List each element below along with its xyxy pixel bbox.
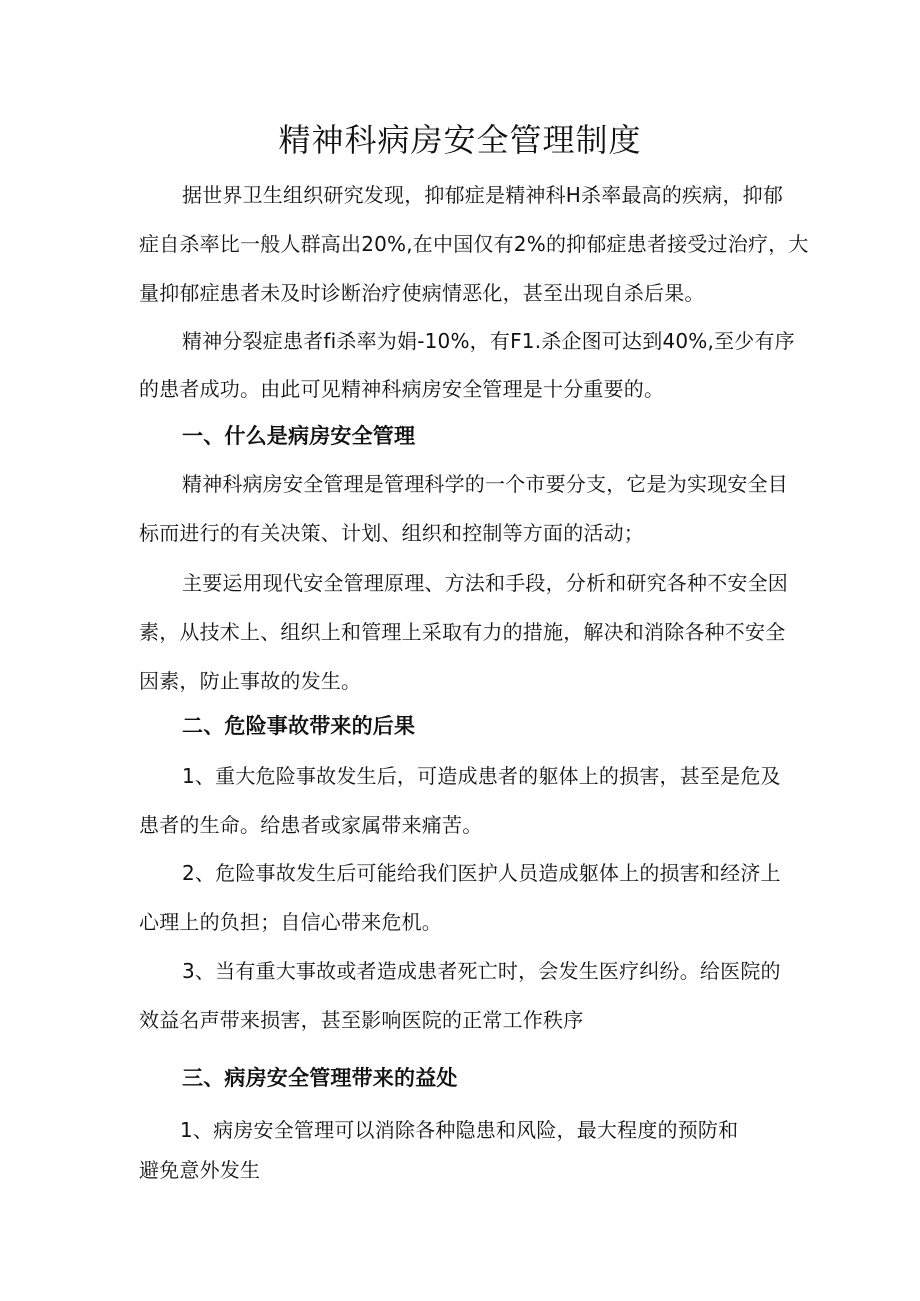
list-item-line: 1、重大危险事故发生后，可造成患者的躯体上的损害，甚至是危及 [182, 764, 781, 788]
list-item-line: 心理上的负担；自信心带来危机。 [139, 910, 442, 934]
paragraph-line: 的患者成功。由此可见精神科病房安全管理是十分重要的。 [139, 377, 665, 401]
paragraph-line: 素，从技术上、组织上和管理上采取有力的措施，解决和消除各种不安全 [139, 620, 786, 644]
list-item-line: 3、当有重大事故或者造成患者死亡时，会发生医疗纠纷。给医院的 [182, 959, 781, 983]
paragraph-line: 因素，防止事故的发生。 [139, 669, 362, 693]
paragraph-line: 据世界卫生组织研究发现，抑郁症是精神科H杀率最高的疾病，抑郁 [182, 183, 784, 207]
section-heading: 一、什么是病房安全管理 [182, 424, 416, 448]
paragraph-line: 精神分裂症患者fi杀率为娟-10%，有F1.杀企图可达到40%,至少有序 [182, 329, 795, 353]
list-item-line: 患者的生命。给患者或家属带来痛苦。 [139, 813, 483, 837]
section-heading: 二、危险事故带来的后果 [182, 714, 416, 738]
paragraph-line: 主要运用现代安全管理原理、方法和手段，分析和研究各种不安全因 [182, 571, 788, 595]
list-item-line: 避免意外发生 [139, 1158, 261, 1182]
list-item-line: 效益名声带来损害，甚至影响医院的正常工作秩序 [139, 1008, 584, 1032]
section-heading: 三、病房安全管理带来的益处 [182, 1066, 458, 1090]
paragraph-line: 量抑郁症患者未及时诊断治疗使病情恶化，甚至出现自杀后果。 [139, 281, 705, 305]
list-item-line: 2、危险事故发生后可能给我们医护人员造成躯体上的损害和经济上 [182, 861, 781, 885]
paragraph-line: 症自杀率比一般人群高出20%,在中国仅有2%的抑郁症患者接受过治疗，大 [139, 232, 809, 256]
document-title: 精神科病房安全管理制度 [278, 121, 642, 159]
paragraph-line: 标而进行的有关决策、计划、组织和控制等方面的活动； [139, 521, 644, 545]
paragraph-line: 精神科病房安全管理是管理科学的一个市要分支，它是为实现安全目 [182, 472, 788, 496]
list-item-line: 1、病房安全管理可以消除各种隐患和风险，最大程度的预防和 [180, 1118, 739, 1142]
